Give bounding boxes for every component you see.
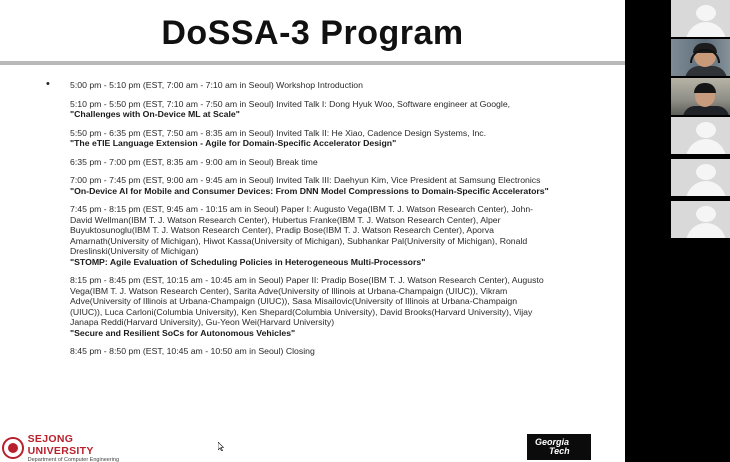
user-silhouette-icon [696, 5, 716, 21]
participant-tile[interactable] [671, 159, 730, 196]
user-silhouette-icon [696, 164, 716, 180]
program-item-title: "The eTIE Language Extension - Agile for Domain-Specific Accelerator Design" [70, 138, 397, 148]
program-item-title: "On-Device AI for Mobile and Consumer Devices: From DNN Model Compressions to Domain-Specific Accelerators" [70, 185, 549, 196]
sejong-department-name: Department of Computer Engineering [27, 457, 120, 462]
program-item-time: 5:50 pm - 6:35 pm (EST, 7:50 am - 8:35 am in Seoul) Invited Talk II: He Xiao, Cadence Design Systems, Inc. [70, 127, 487, 138]
program-item [70, 175, 550, 196]
gatech-line1: Georgia [535, 437, 570, 447]
participant-video-tile[interactable] [671, 39, 730, 76]
title-divider [0, 61, 625, 65]
program-item-title: "Challenges with On-Device ML at Scale" [70, 109, 240, 119]
program-item-time: 7:45 pm - 8:15 pm (EST, 9:45 am - 10:15 am in Seoul) Paper I: Augusto Vega(IBM T. J. Watson Research Center), John-David Wellman(IBM T. J. Watson Research Center), Hubertus Franke(IBM T. J. Watson Research Center), Alper Buyuktosunoglu(IBM T. J. Watson Research Center), Pradip Bose(IBM T. J. Watson Research Center), Aporva Amarnath(University of Michigan), Hiwot Kassa(University of Michigan), Subhankar Pal(University of Michigan), Ronald Dreslinski(University of Michigan) [70, 204, 534, 256]
sejong-emblem-icon [2, 437, 24, 459]
participants-panel[interactable] [625, 0, 730, 462]
slide-title: DoSSA-3 Program [161, 14, 464, 52]
participant-video-tile[interactable] [671, 78, 730, 115]
user-silhouette-icon [696, 122, 716, 138]
program-item-time: 8:15 pm - 8:45 pm (EST, 10:15 am - 10:45 am in Seoul) Paper II: Pradip Bose(IBM T. J. Watson Research Center), Augusto Vega(IBM T. J. Watson Research Center), Sarita Adve(University of Illinois at Urbana-Champaign (UIUC)), Vikram Adve(University of Illinois at Urbana-Champaign (UIUC)), Sasa Misailovic(University of Illinois at Urbana-Champaign (UIUC)), Luca Carloni(Columbia University), Ken Shepard(Columbia University), David Brooks(Harvard University), Vijay Janapa Reddi(Harvard University), Gu-Yeon Wei(Harvard University) [70, 275, 544, 327]
program-item [70, 128, 550, 149]
program-item-title: "Secure and Resilient SoCs for Autonomous Vehicles" [70, 327, 296, 338]
program-item [70, 346, 550, 357]
program-item [70, 204, 550, 267]
georgia-tech-logo [527, 434, 591, 460]
program-item-time: 5:10 pm - 5:50 pm (EST, 7:10 am - 7:50 am in Seoul) Invited Talk I: Dong Hyuk Woo, Software engineer at Google, [70, 98, 511, 109]
program-item [70, 80, 550, 91]
participant-tile[interactable] [671, 0, 730, 37]
program-item-time: 8:45 pm - 8:50 pm (EST, 10:45 am - 10:50 am in Seoul) Closing [70, 346, 315, 356]
user-silhouette-icon [696, 206, 716, 222]
program-item-title: "STOMP: Agile Evaluation of Scheduling Policies in Heterogeneous Multi-Processors" [70, 256, 426, 267]
bullet-marker: • [46, 78, 50, 90]
program-list [70, 80, 550, 365]
program-item [70, 99, 550, 120]
sejong-university-logo [0, 434, 140, 462]
program-item [70, 275, 550, 338]
program-item [70, 157, 550, 168]
mouse-pointer-icon [218, 442, 224, 451]
gatech-line2: Tech [549, 446, 570, 456]
program-item-time: 7:00 pm - 7:45 pm (EST, 9:00 am - 9:45 am in Seoul) Invited Talk III: Daehyun Kim, Vice President at Samsung Electronics [70, 175, 541, 185]
participant-tile[interactable] [671, 201, 730, 238]
participant-tile[interactable] [671, 117, 730, 154]
program-item-time: 5:00 pm - 5:10 pm (EST, 7:00 am - 7:10 am in Seoul) Workshop Introduction [70, 80, 363, 90]
sejong-university-name: SEJONG UNIVERSITY [27, 433, 94, 457]
program-item-time: 6:35 pm - 7:00 pm (EST, 8:35 am - 9:00 am in Seoul) Break time [70, 156, 318, 167]
